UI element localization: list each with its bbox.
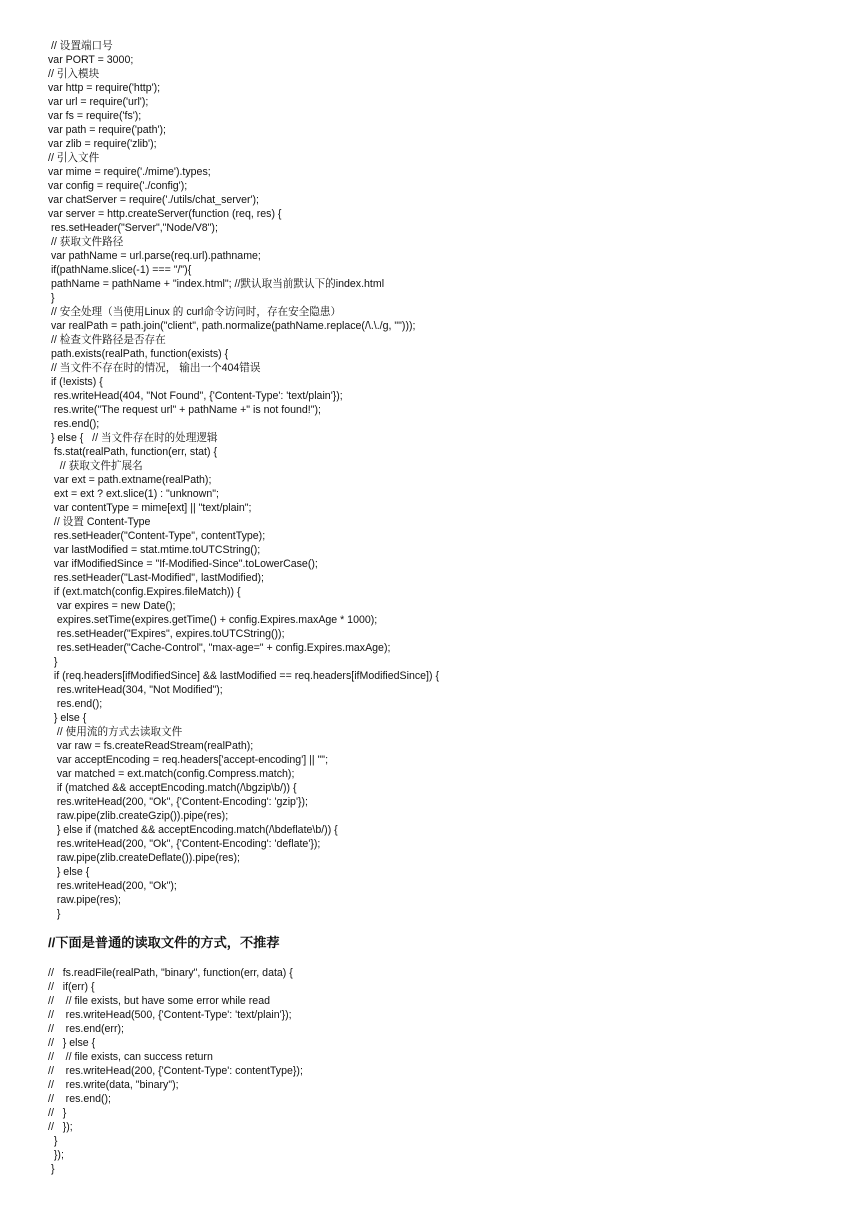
code-line: res.writeHead(200, "Ok", {'Content-Encoding': 'deflate'}); xyxy=(48,838,321,850)
code-line: res.setHeader("Last-Modified", lastModified); xyxy=(48,572,264,584)
code-line: res.setHeader("Cache-Control", "max-age=" + config.Expires.maxAge); xyxy=(48,642,391,654)
code-line: } else { xyxy=(48,712,87,724)
code-line: fs.stat(realPath, function(err, stat) { xyxy=(48,446,217,458)
code-line: raw.pipe(zlib.createGzip()).pipe(res); xyxy=(48,810,229,822)
code-line: res.end(); xyxy=(48,698,103,710)
code-line: } else { // 当文件存在时的处理逻辑 xyxy=(48,432,218,444)
code-line: res.writeHead(404, "Not Found", {'Content-Type': 'text/plain'}); xyxy=(48,390,343,402)
commented-code-listing xyxy=(48,966,828,1176)
code-line: var http = require('http'); xyxy=(48,82,161,94)
code-line: // } else { xyxy=(48,1037,96,1049)
code-line: } xyxy=(48,1135,58,1147)
code-line: res.setHeader("Content-Type", contentType); xyxy=(48,530,266,542)
code-line: } xyxy=(48,908,61,920)
code-line: res.end(); xyxy=(48,418,100,430)
code-line: // res.writeHead(500, {'Content-Type': 'text/plain'}); xyxy=(48,1009,292,1021)
code-line: var realPath = path.join("client", path.normalize(pathName.replace(/\.\./g, ""))); xyxy=(48,320,416,332)
code-line: res.setHeader("Server","Node/V8"); xyxy=(48,222,218,234)
code-listing xyxy=(48,39,828,921)
code-line: // 引入文件 xyxy=(48,152,100,164)
code-line: var pathName = url.parse(req.url).pathname; xyxy=(48,250,261,262)
code-line: res.setHeader("Expires", expires.toUTCString()); xyxy=(48,628,285,640)
code-line: var mime = require('./mime').types; xyxy=(48,166,211,178)
code-line: var zlib = require('zlib'); xyxy=(48,138,157,150)
code-line: var lastModified = stat.mtime.toUTCString(); xyxy=(48,544,261,556)
code-line: } xyxy=(48,656,58,668)
code-line: var contentType = mime[ext] || "text/plain"; xyxy=(48,502,252,514)
code-line: var matched = ext.match(config.Compress.match); xyxy=(48,768,295,780)
section-heading: //下面是普通的读取文件的方式，不推荐 xyxy=(48,935,280,950)
code-line: // res.end(err); xyxy=(48,1023,124,1035)
code-line: // // file exists, can success return xyxy=(48,1051,213,1063)
code-line: var url = require('url'); xyxy=(48,96,149,108)
code-line: // 获取文件扩展名 xyxy=(48,460,143,472)
code-line: } else { xyxy=(48,866,90,878)
code-line: // res.end(); xyxy=(48,1093,111,1105)
code-line: expires.setTime(expires.getTime() + config.Expires.maxAge * 1000); xyxy=(48,614,378,626)
code-line: // }); xyxy=(48,1121,73,1133)
code-line: res.writeHead(200, "Ok"); xyxy=(48,880,177,892)
code-line: } xyxy=(48,292,55,304)
code-line: raw.pipe(res); xyxy=(48,894,122,906)
code-line: var ifModifiedSince = "If-Modified-Since".toLowerCase(); xyxy=(48,558,318,570)
code-line: res.writeHead(304, "Not Modified"); xyxy=(48,684,223,696)
code-line: // 设置 Content-Type xyxy=(48,516,151,528)
code-line: } xyxy=(48,1163,55,1175)
code-line: // 设置端口号 xyxy=(48,40,113,52)
code-line: // res.writeHead(200, {'Content-Type': contentType}); xyxy=(48,1065,303,1077)
code-line: if (ext.match(config.Expires.fileMatch)) { xyxy=(48,586,241,598)
code-line: // res.write(data, "binary"); xyxy=(48,1079,179,1091)
code-line: // if(err) { xyxy=(48,981,95,993)
code-line: // 获取文件路径 xyxy=(48,236,124,248)
code-line: var expires = new Date(); xyxy=(48,600,176,612)
code-line: if(pathName.slice(-1) === "/"){ xyxy=(48,264,192,276)
code-line: var path = require('path'); xyxy=(48,124,166,136)
code-line: pathName = pathName + "index.html"; //默认取当前默认下的index.html xyxy=(48,278,385,290)
code-line: var raw = fs.createReadStream(realPath); xyxy=(48,740,254,752)
code-line: res.writeHead(200, "Ok", {'Content-Encoding': 'gzip'}); xyxy=(48,796,308,808)
code-line: // 引入模块 xyxy=(48,68,100,80)
code-line: if (!exists) { xyxy=(48,376,103,388)
code-line: // 使用流的方式去读取文件 xyxy=(48,726,183,738)
code-line: var chatServer = require('./utils/chat_server'); xyxy=(48,194,259,206)
code-line: if (req.headers[ifModifiedSince] && lastModified == req.headers[ifModifiedSince]) { xyxy=(48,670,439,682)
code-line: // } xyxy=(48,1107,67,1119)
code-line: res.write("The request url" + pathName +" is not found!"); xyxy=(48,404,321,416)
code-line: path.exists(realPath, function(exists) { xyxy=(48,348,229,360)
code-line: var fs = require('fs'); xyxy=(48,110,142,122)
code-line: // 安全处理（当使用Linux 的 curl命令访问时，存在安全隐患） xyxy=(48,306,342,318)
code-line: // 当文件不存在时的情况， 输出一个404错误 xyxy=(48,362,261,374)
code-line: if (matched && acceptEncoding.match(/\bgzip\b/)) { xyxy=(48,782,297,794)
code-line: var server = http.createServer(function (req, res) { xyxy=(48,208,282,220)
code-line: raw.pipe(zlib.createDeflate()).pipe(res); xyxy=(48,852,240,864)
code-line: var PORT = 3000; xyxy=(48,54,134,66)
code-line: // fs.readFile(realPath, "binary", function(err, data) { xyxy=(48,967,293,979)
code-line: }); xyxy=(48,1149,64,1161)
code-line: var ext = path.extname(realPath); xyxy=(48,474,212,486)
code-line: ext = ext ? ext.slice(1) : "unknown"; xyxy=(48,488,219,500)
code-line: var acceptEncoding = req.headers['accept-encoding'] || ""; xyxy=(48,754,329,766)
code-line: // // file exists, but have some error while read xyxy=(48,995,270,1007)
code-line: // 检查文件路径是否存在 xyxy=(48,334,166,346)
code-line: } else if (matched && acceptEncoding.match(/\bdeflate\b/)) { xyxy=(48,824,338,836)
code-line: var config = require('./config'); xyxy=(48,180,188,192)
